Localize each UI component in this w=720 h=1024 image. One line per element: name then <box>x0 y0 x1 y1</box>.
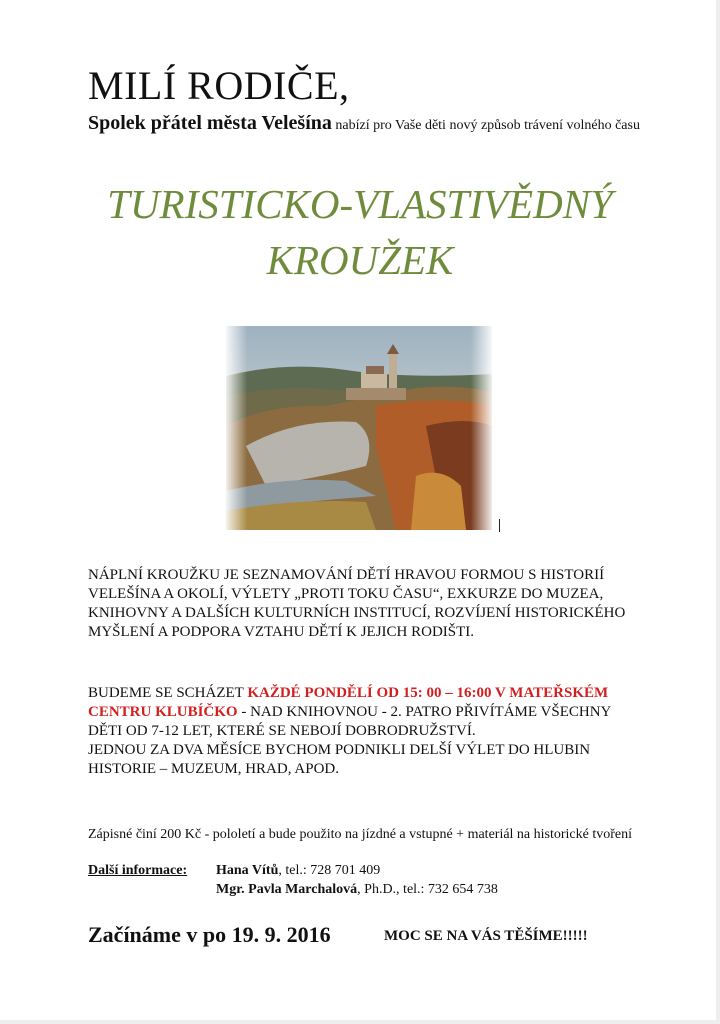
start-date: Začínáme v po 19. 9. 2016 <box>88 922 331 947</box>
greeting-heading: MILÍ RODIČE, <box>88 63 350 108</box>
club-title-line2: KROUŽEK <box>266 237 454 283</box>
text-cursor <box>499 519 500 532</box>
fee-paragraph: Zápisné činí 200 Kč - pololetí a bude použito na jízdné a vstupné + materiál na historické tvoření <box>88 827 633 842</box>
contact-phone-2: , Ph.D., tel.: 732 654 738 <box>357 882 498 897</box>
organization-name: Spolek přátel města Velešína <box>88 112 332 134</box>
contact-name-1: Hana Vítů <box>216 863 279 878</box>
welcome-text: PŘIVÍTÁME VŠECHNY DĚTI OD 7-12 LET, KTERÉ SE NEBOJÍ DOBRODRUŽSTVÍ. <box>88 704 611 739</box>
contact-label: Další informace: <box>88 863 188 878</box>
schedule-suffix: - NAD KNIHOVNOU - 2. PATRO <box>241 704 452 720</box>
closing-text: MOC SE NA VÁS TĚŠÍME!!!!! <box>384 928 588 944</box>
contact-name-2: Mgr. Pavla Marchalová <box>216 882 358 897</box>
castle-landscape-image <box>226 326 492 530</box>
intro-paragraph <box>88 112 648 137</box>
club-title-line1: TURISTICKO-VLASTIVĚDNÝ <box>107 181 613 227</box>
schedule-paragraph <box>88 684 648 779</box>
page-edge-right <box>716 0 720 1024</box>
trip-text: JEDNOU ZA DVA MĚSÍCE BYCHOM PODNIKLI DELŠÍ VÝLET DO HLUBIN HISTORIE – MUZEUM, HRAD, APOD. <box>88 742 591 777</box>
page-edge-bottom <box>0 1020 720 1024</box>
contact-info <box>88 861 498 899</box>
description-paragraph: NÁPLNÍ KROUŽKU JE SEZNAMOVÁNÍ DĚTÍ HRAVOU FORMOU S HISTORIÍ VELEŠÍNA A OKOLÍ, VÝLETY „PROTI TOKU ČASU“, EXKURZE DO MUZEA, KNIHOVNY A DALŠÍCH KULTURNÍCH INSTITUCÍ, ROZVÍJENÍ HISTORICKÉHO MYŠLENÍ A PODPORA VZTAHU DĚTÍ K JEJICH RODIŠTI. <box>88 567 626 640</box>
club-title <box>0 176 720 288</box>
contact-phone-1: , tel.: 728 701 409 <box>278 863 381 878</box>
schedule-highlight: KAŽDÉ PONDĚLÍ OD 15: 00 – 16:00 V MATEŘSKÉM CENTRU KLUBÍČKO <box>88 685 609 720</box>
schedule-prefix: BUDEME SE SCHÁZET <box>88 685 244 701</box>
intro-text: nabízí pro Vaše děti nový způsob trávení volného času <box>335 118 640 133</box>
